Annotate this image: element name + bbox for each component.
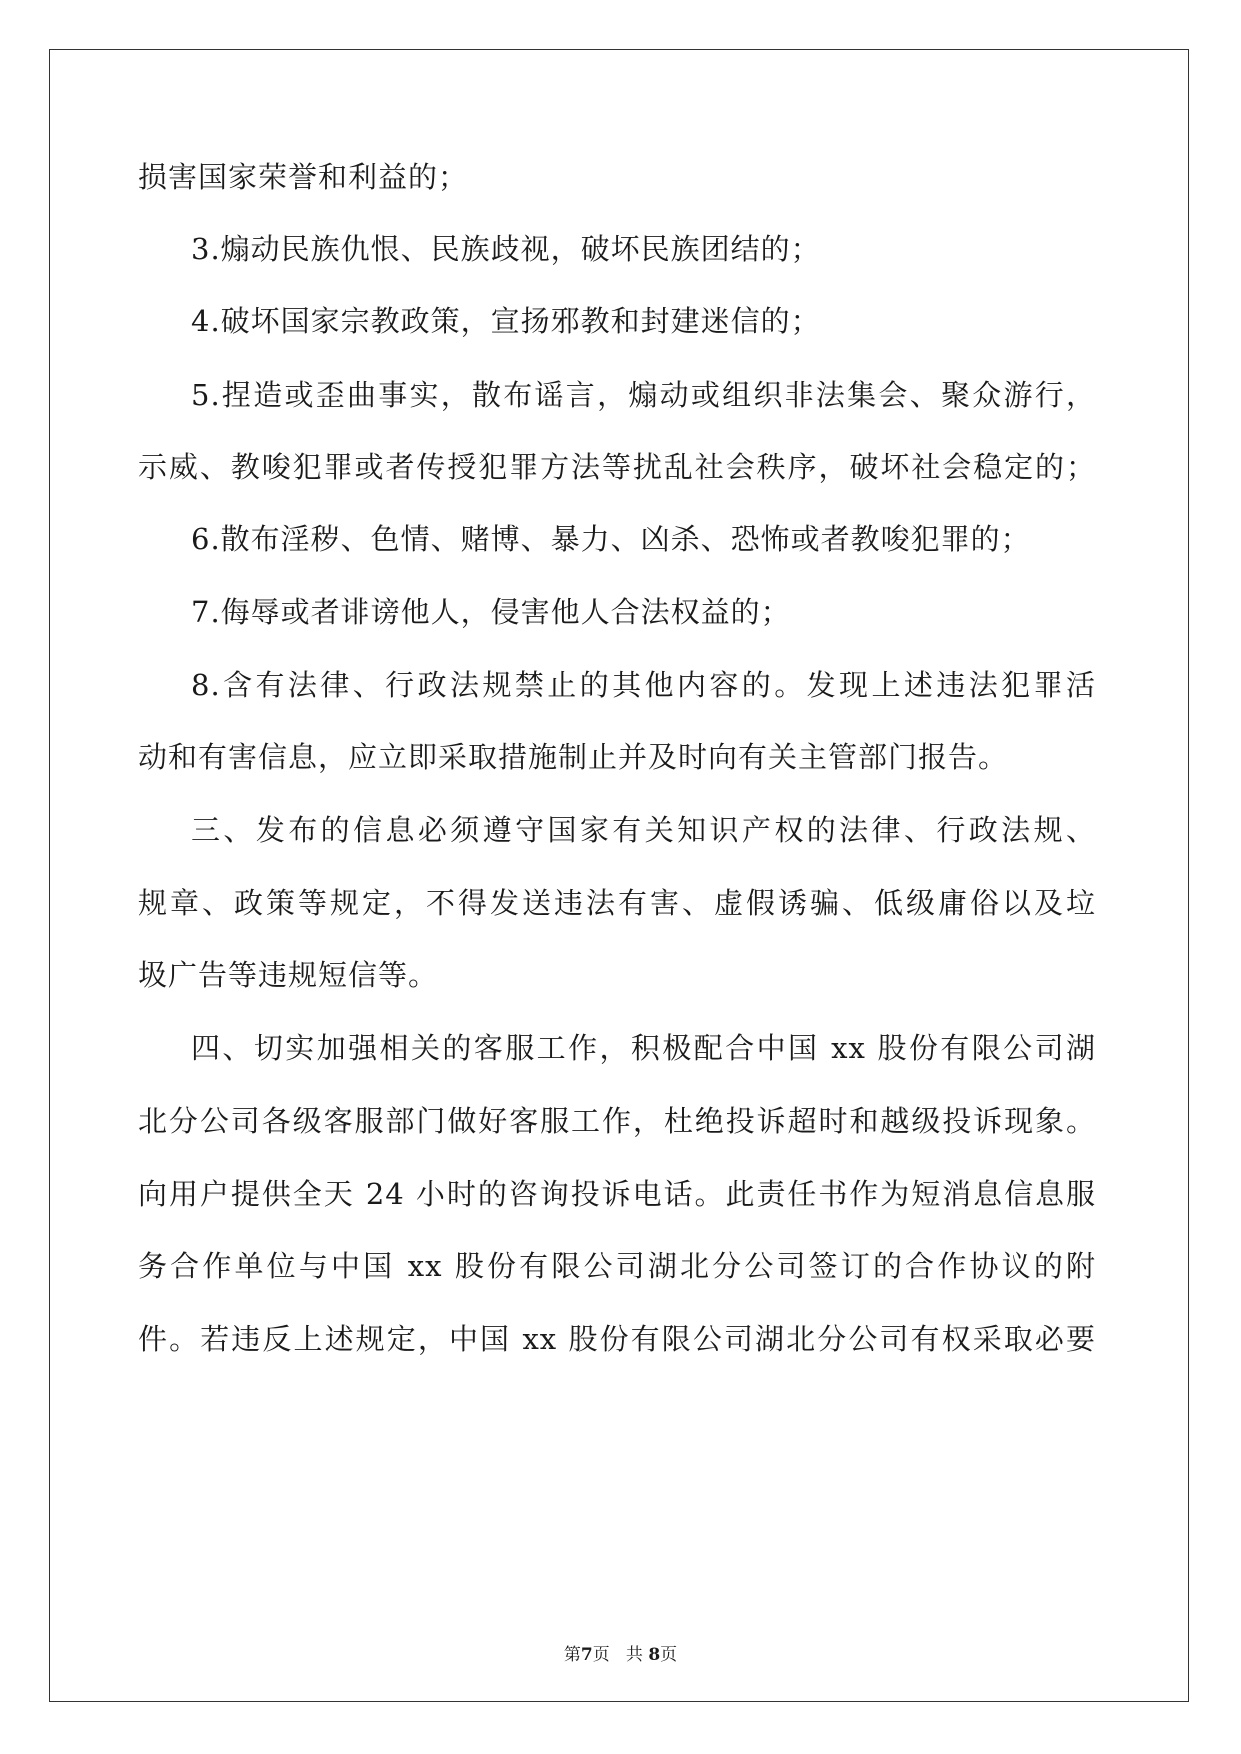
text-line-17: 件。若违反上述规定，中国 xx 股份有限公司湖北分公司有权采取必要 bbox=[138, 1322, 1096, 1356]
footer-total-number: 8 bbox=[648, 1645, 661, 1665]
text-line-6: 6.散布淫秽、色情、赌博、暴力、凶杀、恐怖或者教唆犯罪的； bbox=[191, 522, 1031, 556]
footer-total-suffix: 页 bbox=[660, 1645, 678, 1665]
text-line-8: 8.含有法律、行政法规禁止的其他内容的。发现上述违法犯罪活 bbox=[191, 668, 1096, 702]
text-line-16: 务合作单位与中国 xx 股份有限公司湖北分公司签订的合作协议的附 bbox=[138, 1249, 1096, 1283]
footer-page-suffix: 页 bbox=[592, 1645, 610, 1665]
text-line-11: 规章、政策等规定，不得发送违法有害、虚假诱骗、低级庸俗以及垃 bbox=[138, 886, 1096, 920]
footer-page-prefix: 第 bbox=[563, 1645, 581, 1665]
text-line-14: 北分公司各级客服部门做好客服工作，杜绝投诉超时和越级投诉现象。 bbox=[138, 1104, 1096, 1138]
page-footer bbox=[0, 1644, 1241, 1666]
text-line-5: 示威、教唆犯罪或者传授犯罪方法等扰乱社会秩序，破坏社会稳定的； bbox=[138, 450, 1096, 484]
text-line-13: 四、切实加强相关的客服工作，积极配合中国 xx 股份有限公司湖 bbox=[191, 1031, 1096, 1065]
text-line-10: 三、发布的信息必须遵守国家有关知识产权的法律、行政法规、 bbox=[191, 813, 1096, 847]
text-line-15: 向用户提供全天 24 小时的咨询投诉电话。此责任书作为短消息信息服 bbox=[138, 1177, 1096, 1211]
footer-total-prefix: 共 bbox=[625, 1645, 643, 1665]
text-line-12: 圾广告等违规短信等。 bbox=[138, 958, 439, 992]
text-line-4: 5.捏造或歪曲事实，散布谣言，煽动或组织非法集会、聚众游行， bbox=[191, 378, 1096, 412]
text-line-2: 3.煽动民族仇恨、民族歧视，破坏民族团结的； bbox=[191, 232, 821, 266]
footer-page-number: 7 bbox=[580, 1645, 593, 1665]
text-line-1: 损害国家荣誉和利益的； bbox=[138, 160, 469, 194]
page-border bbox=[49, 49, 1189, 1702]
text-line-9: 动和有害信息，应立即采取措施制止并及时向有关主管部门报告。 bbox=[138, 740, 1009, 774]
text-line-7: 7.侮辱或者诽谤他人，侵害他人合法权益的； bbox=[191, 595, 791, 629]
text-line-3: 4.破坏国家宗教政策，宣扬邪教和封建迷信的； bbox=[191, 304, 821, 338]
